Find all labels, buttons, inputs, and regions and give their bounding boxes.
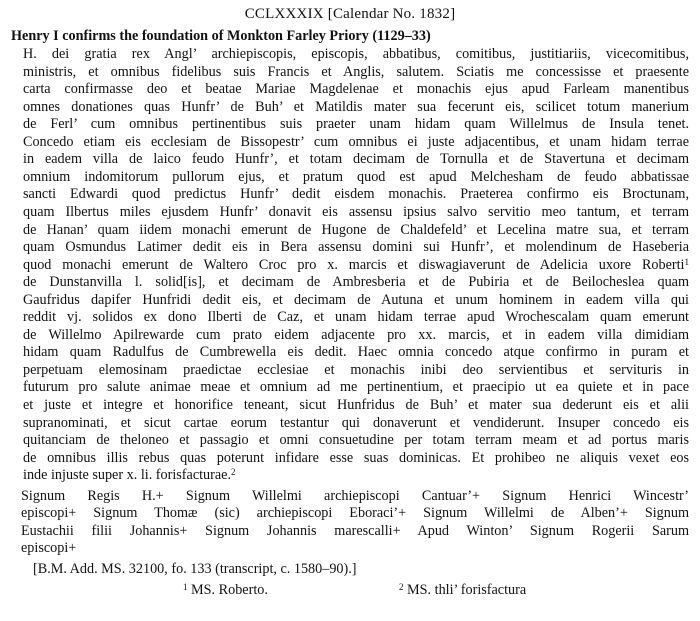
charter-line: H. dei gratia rex Angl’ archiepiscopis, episcopis, abbatibus, comitibus, justitiariis, vicecomitibus, — [23, 46, 689, 63]
charter-line: hidam quam Radulfus de Cumbrewella eis dedit. Haec omnia concedo atque confirmo in puram et — [23, 344, 689, 361]
document-heading: CCLXXXIX [Calendar No. 1832] — [244, 6, 456, 22]
witness-list — [11, 488, 689, 558]
charter-line: Gaufridus dapifer Hunfridi dedit eis, et decimam de Autuna et unum hominem in eadem villa qui — [23, 291, 689, 308]
charter-line-with-note — [11, 257, 689, 275]
charter-line: carta confirmasse deo et beatae Mariae Magdelenae et monachis ejus apud Farleam manentibus — [23, 81, 689, 98]
charter-line: ministris, et omnibus fidelibus suis Francis et Anglis, salutem. Sciatis me concessisse et praesente — [23, 63, 689, 80]
charter-line: de Willelmo Apilrewarde cum prato eidem adjacente pro xx. marcis, et in eadem villa dimidiam — [23, 326, 689, 343]
charter-line: de Dunstanvilla l. solid[is], et decimam de Ambresberia et de Pubiria et de Beilocheslea quam — [23, 274, 689, 291]
footnote-ref-2: 2 — [231, 467, 236, 478]
charter-line-text: quod monachi emerunt de Waltero Croc pro x. marcis et diswagiaverunt de Adelicia uxore Roberti — [23, 256, 685, 273]
charter-line: reddit vj. solidos ex dono Ilberti de Caz, et unam hidam terrae apud Wrochescalam quam emerunt — [23, 309, 689, 326]
footnote-2-text: MS. thli’ forisfactura — [407, 581, 527, 598]
charter-line: et juste et integre et honorifice teneant, sicut Hunfridus de Buh’ et mater sua dederunt eis et alii — [23, 397, 689, 414]
charter-line: de omnibus illis rebus quas poterunt infidare esse suas dominicas. Et prohibeo ne aliquis vexet eos — [23, 449, 689, 466]
footnote-ref-1: 1 — [684, 256, 689, 267]
footnote-1-number: 1 — [183, 581, 188, 592]
footnotes — [11, 582, 689, 600]
charter-line: supranominati, et sicut cartae eorum testantur qui donaverunt et vendiderunt. Insuper concedo eis — [23, 414, 689, 431]
witness-line: Signum Regis H.+ Signum Willelmi archiepiscopi Cantuar’+ Signum Henrici Wincestr’ — [21, 487, 689, 504]
footnote-1-text: MS. Roberto. — [191, 581, 268, 598]
source-citation: [B.M. Add. MS. 32100, fo. 133 (transcript, c. 1580–90).] — [33, 560, 357, 577]
charter-line: futurum pro salute animae meae et omnium ad me pertinentium, et praecipio ut ea quiete et in pace — [23, 379, 689, 396]
footnote-2-number: 2 — [399, 581, 404, 592]
witness-line: Eustachii filii Johannis+ Signum Johannis marescalli+ Apud Winton’ Signum Rogerii Sarum — [21, 522, 689, 539]
charter-line: omnium indomitorum pullorum ejus, et pratum quod est apud Melchesham de feudo abbatissae — [23, 168, 689, 185]
charter-line: quam Ilbertus miles ejusdem Hunfr’ donavit eis assensu ipsius salvo servitio meo tantum, et terram — [23, 204, 689, 221]
charter-line: omnes donationes quas Hunfr’ de Buh’ et Matildis mater sua fecerunt eis, scilicet totum manerium — [23, 98, 689, 115]
charter-text — [11, 46, 689, 485]
charter-line: de Hanan’ quam iidem monachi emerunt de Hugone de Chaldefeld’ et Lecelina matre sua, et terram — [23, 221, 689, 238]
charter-line: quitanciam de theloneo et passagio et omni consuetudine per totam terram meam et ad portus maris — [23, 432, 689, 449]
document-title: Henry I confirms the foundation of Monkton Farley Priory (1129–33) — [11, 27, 431, 44]
witness-line: episcopi+ Signum Thomæ (sic) archiepiscopi Eboraci’+ Signum Willelmi de Alben’+ Signum — [21, 505, 689, 522]
footnote-2 — [399, 582, 526, 600]
charter-line: sancti Edwardi quod predictus Hunfr’ dedit eisdem monachis. Praeterea confirmo eis Broctunam, — [23, 186, 689, 203]
charter-line: Concedo etiam eis ecclesiam de Bissopestr’ cum omnibus ei juste adjacentibus, et unam hidam terrae — [23, 133, 689, 150]
charter-line: perpetuam elemosinam praedictae ecclesiae et monachis inibi deo servientibus et servituris in — [23, 361, 689, 378]
footnote-1 — [183, 582, 268, 600]
charter-line: quam Osmundus Latimer dedit eis in Bera assensu domini sui Hunfr’, et molendinum de Haseberia — [23, 239, 689, 256]
charter-line-with-note — [11, 467, 689, 485]
charter-line: in eadem villa de laico feudo Hunfr’, et totam decimam de Tornulla et de Stavertuna et decimam — [23, 151, 689, 168]
charter-line: de Ferl’ cum omnibus pertinentibus suis praeter unam hidam quam Willelmus de Insula tenet. — [23, 116, 689, 133]
witness-line: episcopi+ — [21, 540, 77, 557]
charter-line-text: inde injuste super x. li. forisfacturae. — [23, 467, 232, 484]
